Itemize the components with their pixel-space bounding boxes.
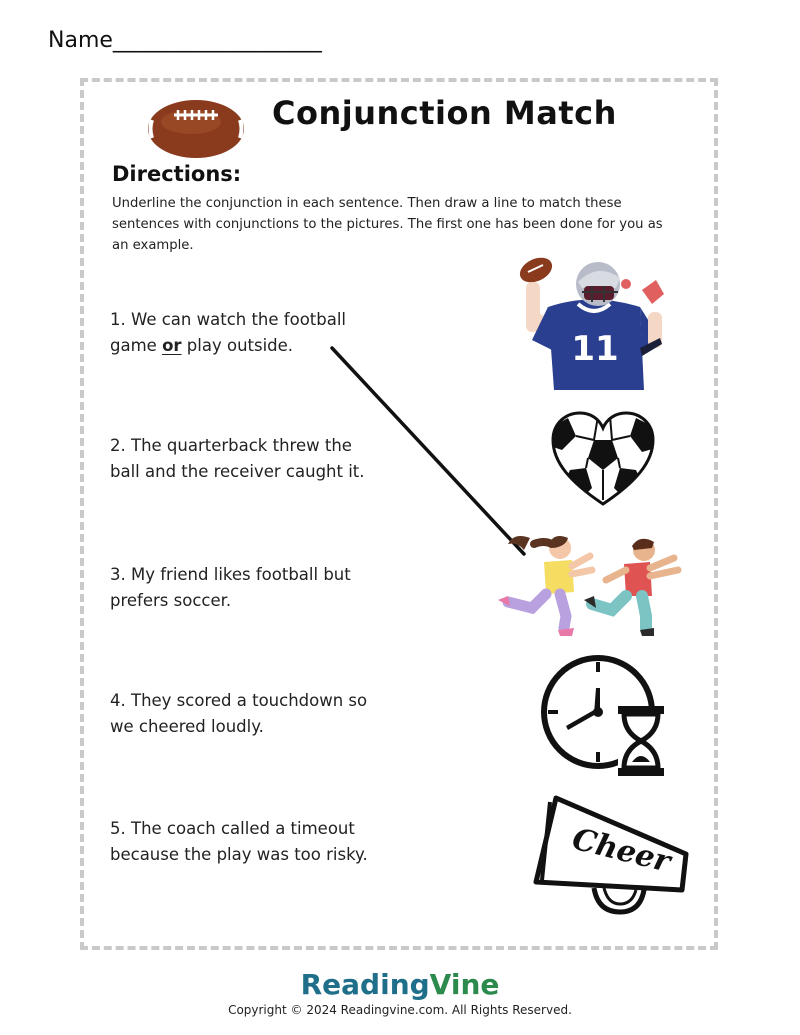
sentence-1-after: play outside.: [181, 336, 294, 355]
name-line: [48, 28, 322, 53]
worksheet-title: Conjunction Match: [272, 94, 617, 132]
sentence-1-conjunction: or: [162, 336, 182, 355]
brand-reading: Reading: [300, 968, 430, 1001]
cheer-text: Cheer: [568, 821, 674, 880]
cheer-megaphone-icon: [528, 790, 694, 916]
quarterback-icon: [512, 252, 674, 392]
readingvine-logo: [0, 968, 800, 1001]
sentence-4: 4. They scored a touchdown so we cheered loudly.: [110, 691, 368, 736]
soccer-heart-icon: [550, 410, 656, 508]
sentence-5: 5. The coach called a timeout because the play was too risky.: [110, 819, 368, 864]
copyright-text: Copyright © 2024 Readingvine.com. All Rights Reserved.: [228, 1003, 572, 1017]
clock-hourglass-icon: [538, 652, 668, 782]
directions-heading: Directions:: [112, 162, 242, 186]
sentence-3: 3. My friend likes football but prefers soccer.: [110, 565, 351, 610]
directions-text: Underline the conjunction in each sentence. Then draw a line to match these sentences with conjunctions to the pictures. The first one has been done for you as an example.: [112, 196, 663, 253]
jersey-number: 11: [571, 329, 619, 369]
sentence-1-before: 1. We can watch the football game: [110, 310, 347, 355]
football-icon: [146, 98, 246, 160]
kids-running-icon: [494, 530, 694, 640]
name-blank[interactable]: ___________________: [112, 28, 322, 53]
sentence-2: 2. The quarterback threw the ball and the receiver caught it.: [110, 436, 365, 481]
name-label: Name: [48, 28, 113, 53]
brand-vine: Vine: [429, 968, 500, 1001]
